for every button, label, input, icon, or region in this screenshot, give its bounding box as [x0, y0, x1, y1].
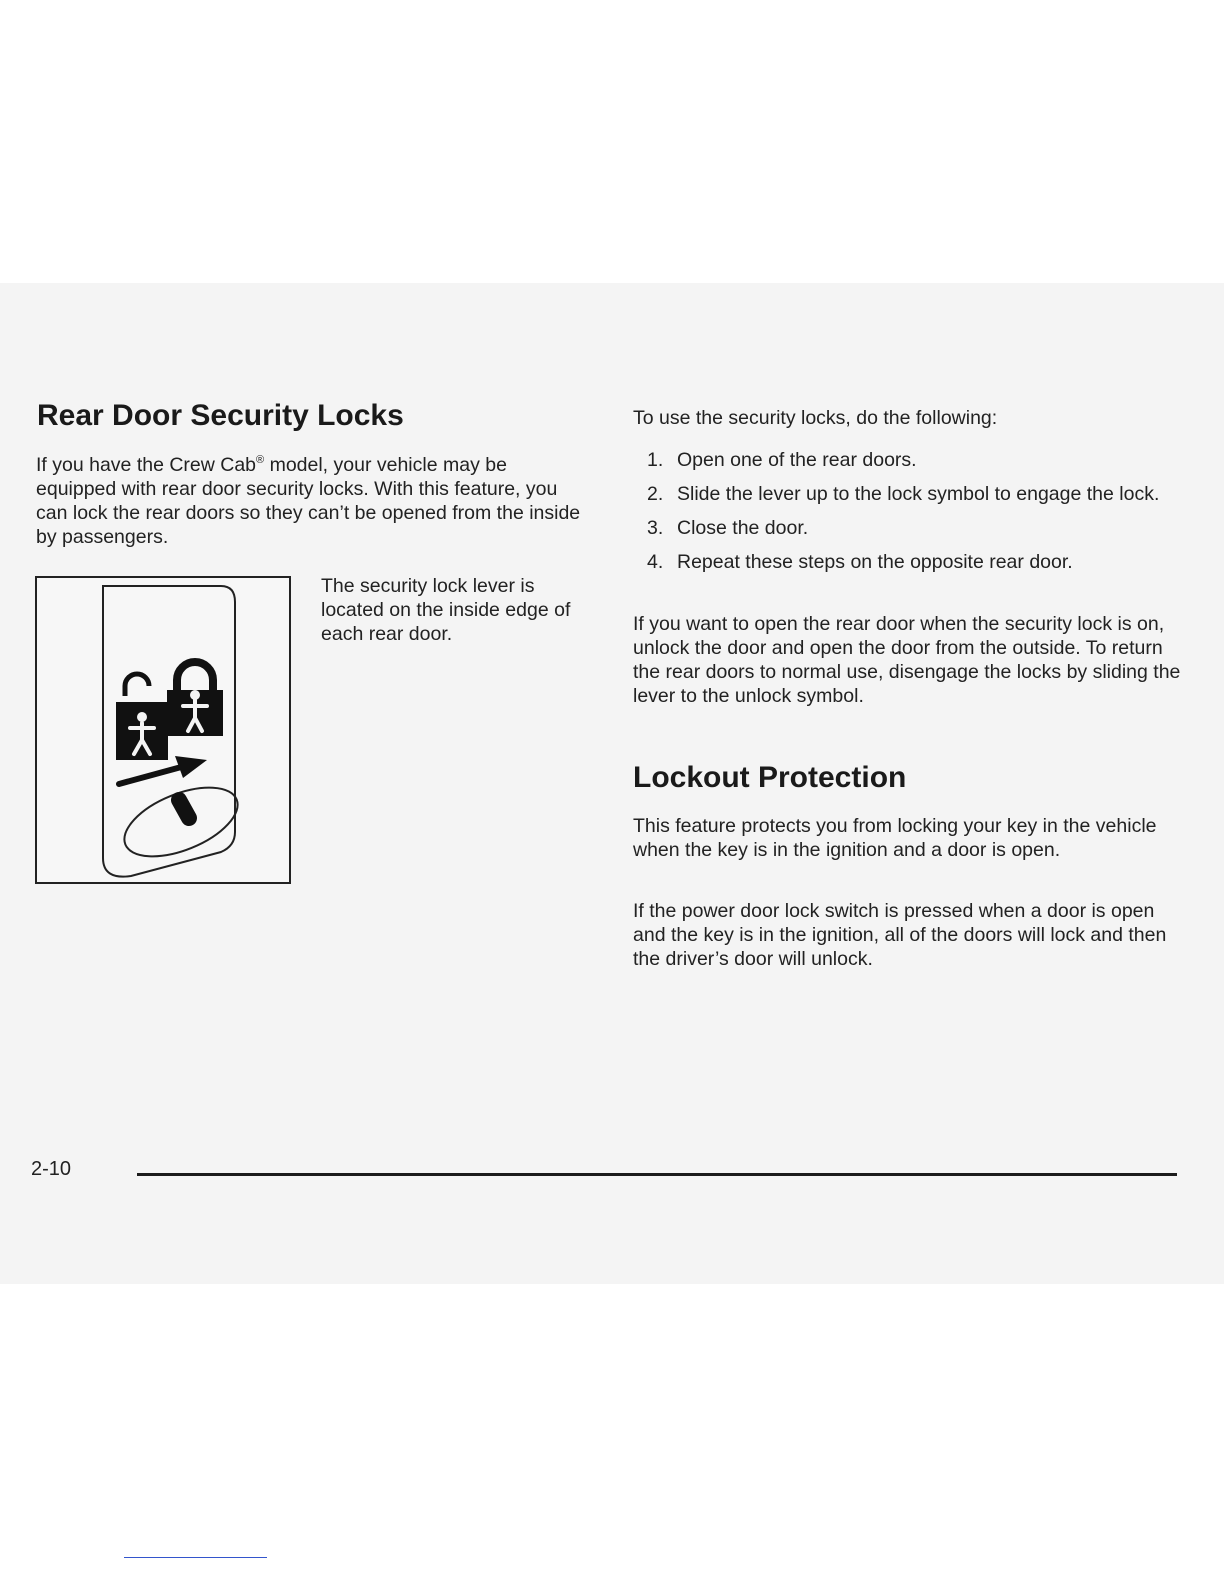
intro-text-start: If you have the Crew Cab	[36, 454, 257, 476]
locked-padlock-child-icon	[167, 662, 223, 736]
list-item	[640, 551, 1180, 574]
step-number: 1.	[647, 449, 664, 471]
section-heading-lockout-protection: Lockout Protection	[633, 761, 907, 794]
lockout-paragraph-1: This feature protects you from locking your key in the vehicle when the key is in the ignition and a door is open.	[633, 815, 1157, 861]
link-underline	[124, 1557, 267, 1558]
list-item	[640, 483, 1180, 506]
unlock-instructions-paragraph: If you want to open the rear door when the security lock is on, unlock the door and open the door from the outside. To return the rear doors to normal use, disengage the locks by sliding the lever to the unlock symbol.	[633, 613, 1181, 707]
step-number: 2.	[647, 483, 664, 505]
page-number: 2-10	[31, 1158, 72, 1180]
step-number: 4.	[647, 551, 664, 573]
steps-intro: To use the security locks, do the following:	[633, 407, 998, 429]
intro-paragraph	[36, 453, 591, 549]
intro-text-end: model, your vehicle may be equipped with rear door security locks. With this feature, you can lock the rear doors so they can’t be opened from the inside by passengers.	[36, 454, 581, 548]
list-item	[640, 449, 1180, 472]
security-lock-illustration	[35, 576, 291, 884]
arrow-icon	[119, 756, 207, 784]
step-text: Slide the lever up to the lock symbol to engage the lock.	[677, 483, 1160, 505]
step-text: Close the door.	[677, 517, 809, 539]
step-text: Open one of the rear doors.	[677, 449, 917, 471]
unlocked-padlock-child-icon	[116, 674, 168, 760]
registered-mark: ®	[256, 454, 265, 466]
step-text: Repeat these steps on the opposite rear door.	[677, 551, 1073, 573]
footer-rule	[137, 1173, 1177, 1176]
list-item	[640, 517, 1180, 540]
steps-list	[640, 449, 1180, 585]
lockout-paragraph-2: If the power door lock switch is pressed when a door is open and the key is in the ignition, all of the doors will lock and then the driver’s door will unlock.	[633, 900, 1167, 970]
step-number: 3.	[647, 517, 664, 539]
figure-caption: The security lock lever is located on the inside edge of each rear door.	[321, 575, 571, 645]
lever-icon	[115, 774, 247, 871]
section-heading-rear-door-security-locks: Rear Door Security Locks	[37, 399, 404, 432]
